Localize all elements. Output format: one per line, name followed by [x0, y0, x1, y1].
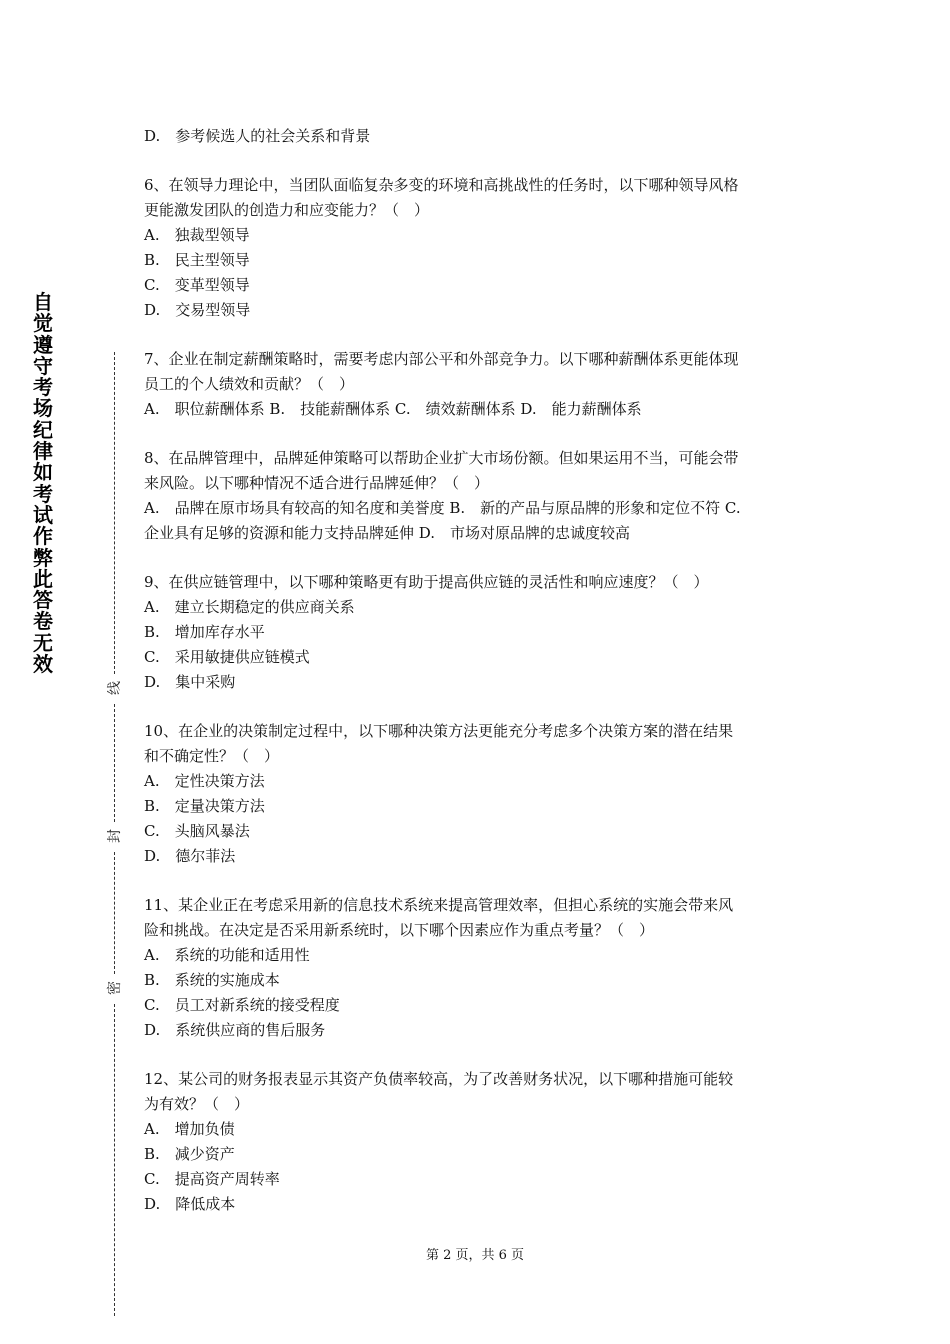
warning-char: 试	[33, 502, 53, 527]
question-9	[144, 570, 814, 695]
answer-option: C. 提高资产周转率	[144, 1170, 280, 1188]
answer-option: D. 交易型领导	[144, 301, 251, 319]
answer-option: A. 建立长期稳定的供应商关系	[144, 598, 355, 616]
binding-dashed-line-top	[114, 352, 115, 674]
warning-char: 作	[33, 524, 53, 549]
question-stem-line: 6、在领导力理论中，当团队面临复杂多变的环境和高挑战性的任务时，以下哪种领导风格	[144, 176, 739, 194]
question-stem-line: 员工的个人绩效和贡献？（ ）	[144, 375, 355, 393]
page-footer: 第 2 页，共 6 页	[425, 1248, 525, 1263]
answer-option: C. 变革型领导	[144, 276, 250, 294]
question-stem-line: 和不确定性？（ ）	[144, 747, 280, 765]
answer-option: A. 职位薪酬体系 B. 技能薪酬体系 C. 绩效薪酬体系 D. 能力薪酬体系	[144, 400, 642, 418]
question-6	[144, 173, 814, 323]
binding-dashed-line-middle-1	[114, 704, 115, 822]
question-stem-line: 8、在品牌管理中，品牌延伸策略可以帮助企业扩大市场份额。但如果运用不当，可能会带	[144, 449, 739, 467]
exam-content	[144, 124, 814, 1217]
seal-label-seal: 封	[104, 826, 124, 846]
answer-option: D. 降低成本	[144, 1195, 236, 1213]
question-7	[144, 347, 814, 422]
warning-char: 此	[33, 566, 53, 591]
seal-label-line: 线	[104, 678, 124, 698]
answer-option: C. 采用敏捷供应链模式	[144, 648, 310, 666]
answer-option: B. 定量决策方法	[144, 797, 265, 815]
answer-option: B. 系统的实施成本	[144, 971, 280, 989]
question-list	[144, 173, 814, 1217]
question-stem-line: 更能激发团队的创造力和应变能力？（ ）	[144, 201, 430, 219]
question-stem-line: 9、在供应链管理中，以下哪种策略更有助于提高供应链的灵活性和响应速度？（ ）	[144, 573, 709, 591]
answer-option: 企业具有足够的资源和能力支持品牌延伸 D. 市场对原品牌的忠诚度较高	[144, 524, 631, 542]
warning-char: 场	[33, 396, 53, 421]
answer-option: A. 增加负债	[144, 1120, 235, 1138]
answer-option: B. 增加库存水平	[144, 623, 265, 641]
answer-option: A. 独裁型领导	[144, 226, 250, 244]
exam-discipline-warning	[30, 292, 56, 675]
answer-option: B. 民主型领导	[144, 251, 250, 269]
warning-char: 考	[33, 375, 53, 400]
warning-char: 律	[33, 439, 53, 464]
question-stem-line: 为有效？（ ）	[144, 1095, 250, 1113]
question-8	[144, 446, 814, 546]
question-stem-line: 10、在企业的决策制定过程中，以下哪种决策方法更能充分考虑多个决策方案的潜在结果	[144, 722, 734, 740]
question-12	[144, 1067, 814, 1217]
binding-dashed-line-bottom	[114, 1004, 115, 1316]
warning-char: 自	[33, 290, 53, 314]
question-10	[144, 719, 814, 869]
warning-char: 如	[33, 460, 53, 485]
answer-option: C. 头脑风暴法	[144, 822, 250, 840]
question-stem-line: 来风险。以下哪种情况不适合进行品牌延伸？（ ）	[144, 474, 490, 492]
warning-char: 卷	[33, 609, 53, 634]
question-11	[144, 893, 814, 1043]
question-stem-line: 11、某企业正在考虑采用新的信息技术系统来提高管理效率，但担心系统的实施会带来风	[144, 896, 734, 914]
warning-char: 考	[33, 481, 53, 506]
question-stem-line: 险和挑战。在决定是否采用新系统时，以下哪个因素应作为重点考量？（ ）	[144, 921, 655, 939]
warning-char: 遵	[33, 332, 53, 357]
answer-option: C. 员工对新系统的接受程度	[144, 996, 340, 1014]
answer-option: D. 集中采购	[144, 673, 236, 691]
answer-option: A. 系统的功能和适用性	[144, 946, 310, 964]
answer-option: B. 减少资产	[144, 1145, 235, 1163]
binding-dashed-line-middle-2	[114, 852, 115, 974]
question-stem-line: 7、企业在制定薪酬策略时，需要考虑内部公平和外部竞争力。以下哪种薪酬体系更能体现	[144, 350, 739, 368]
warning-char: 无	[33, 630, 53, 655]
warning-char: 效	[33, 652, 53, 677]
warning-char: 纪	[33, 417, 53, 442]
answer-option: A. 定性决策方法	[144, 772, 265, 790]
warning-char: 弊	[33, 545, 53, 570]
answer-option: A. 品牌在原市场具有较高的知名度和美誉度 B. 新的产品与原品牌的形象和定位不符 C.	[144, 499, 741, 517]
answer-option: D. 系统供应商的售后服务	[144, 1021, 326, 1039]
question-stem-line: 12、某公司的财务报表显示其资产负债率较高，为了改善财务状况，以下哪种措施可能较	[144, 1070, 734, 1088]
leading-option: D. 参考候选人的社会关系和背景	[144, 127, 371, 145]
warning-char: 答	[33, 588, 53, 613]
seal-label-secret: 密	[104, 978, 124, 998]
answer-option: D. 德尔菲法	[144, 847, 236, 865]
warning-char: 觉	[33, 311, 53, 336]
warning-char: 守	[33, 353, 53, 378]
